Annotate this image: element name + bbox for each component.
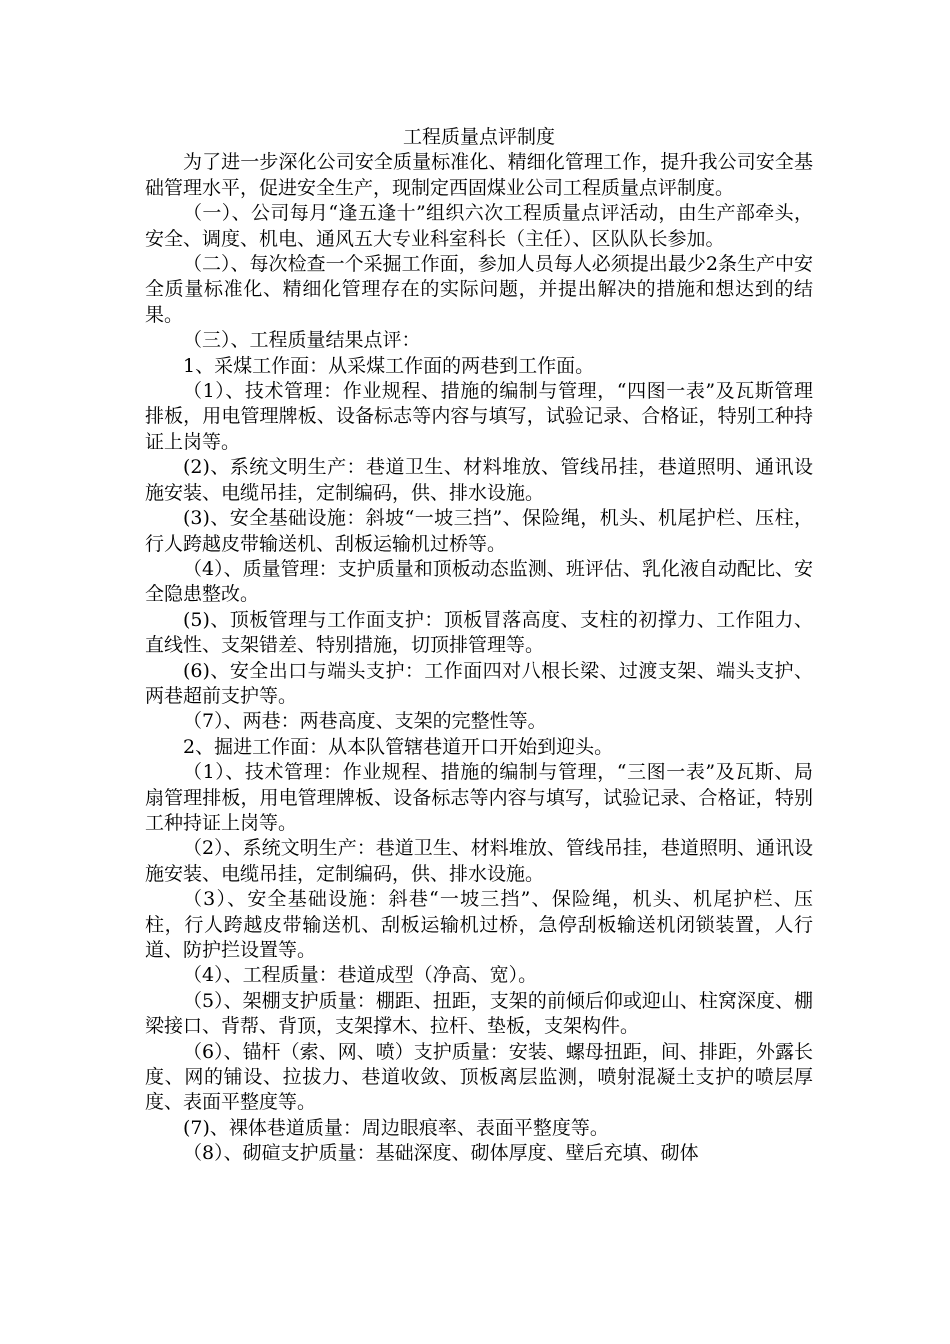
paragraph-section-2: （二）、每次检查一个采掘工作面，参加人员每人必须提出最少2条生产中安全质量标准化、精细化管理存在的实际问题，并提出解决的措施和想达到的结果。 — [145, 253, 813, 326]
paragraph-section-1: （一）、公司每月“逢五逢十”组织六次工程质量点评活动，由生产部牵头，安全、调度、机电、通风五大专业科室科长（主任）、区队队长参加。 — [145, 202, 813, 250]
paragraph-mining-item-5: (5)、顶板管理与工作面支护：顶板冒落高度、支柱的初撑力、工作阻力、直线性、支架错差、特别措施，切顶排管理等。 — [145, 608, 813, 657]
paragraph-intro: 为了进一步深化公司安全质量标准化、精细化管理工作，提升我公司安全基础管理水平，促进安全生产，现制定西固煤业公司工程质量点评制度。 — [145, 151, 813, 199]
paragraph-mining-item-4: （4）、质量管理：支护质量和顶板动态监测、班评估、乳化液自动配比、安全隐患整改。 — [145, 557, 813, 606]
paragraph-tunneling-item-7: (7)、裸体巷道质量：周边眼痕率、表面平整度等。 — [183, 1116, 609, 1139]
paragraph-section-3: （三）、工程质量结果点评： — [183, 329, 421, 352]
paragraph-mining-item-2: (2)、系统文明生产：巷道卫生、材料堆放、管线吊挂，巷道照明、通讯设施安装、电缆吊挂，定制编码，供、排水设施。 — [145, 456, 813, 504]
paragraph-tunneling-item-6: （6）、锚杆（索、网、喷）支护质量：安装、螺母扭距，间、排距，外露长度、网的铺设、拉拔力、巷道收敛、顶板离层监测，喷射混凝土支护的喷层厚度、表面平整度等。 — [145, 1040, 813, 1114]
paragraph-mining-item-6: (6)、安全出口与端头支护：工作面四对八根长梁、过渡支架、端头支护、两巷超前支护等。 — [145, 659, 813, 707]
paragraph-mining-item-3: (3)、安全基础设施：斜坡“一坡三挡”、保险绳，机头、机尾护栏、压柱，行人跨越皮带输送机、刮板运输机过桥等。 — [145, 507, 813, 555]
paragraph-tunneling-item-2: （2）、系统文明生产：巷道卫生、材料堆放、管线吊挂，巷道照明、通讯设施安装、电缆吊挂，定制编码，供、排水设施。 — [145, 837, 813, 885]
paragraph-tunneling-item-4: （4）、工程质量：巷道成型（净高、宽）。 — [183, 964, 538, 987]
paragraph-mining-item-7: （7）、两巷：两巷高度、支架的完整性等。 — [183, 710, 547, 733]
paragraph-mining-item-1: （1）、技术管理：作业规程、措施的编制与管理，“四图一表”及瓦斯管理排板，用电管理牌板、设备标志等内容与填写，试验记录、合格证，特别工种持证上岗等。 — [145, 380, 813, 453]
paragraph-mining-face: 1、采煤工作面：从采煤工作面的两巷到工作面。 — [183, 354, 595, 377]
document-page — [145, 125, 813, 1167]
paragraph-tunneling-face: 2、掘进工作面：从本队管辖巷道开口开始到迎头。 — [183, 735, 614, 758]
paragraph-tunneling-item-5: （5）、架棚支护质量：棚距、扭距，支架的前倾后仰或迎山、柱窝深度、棚梁接口、背帮、背顶，支架撑木、拉杆、垫板，支架构件。 — [145, 989, 813, 1038]
paragraph-tunneling-item-8: （8）、砌碹支护质量：基础深度、砌体厚度、壁后充填、砌体 — [183, 1142, 699, 1165]
paragraph-tunneling-item-1: （1）、技术管理：作业规程、措施的编制与管理，“三图一表”及瓦斯、局扇管理排板，用电管理牌板、设备标志等内容与填写，试验记录、合格证，特别工种持证上岗等。 — [145, 761, 813, 834]
document-title: 工程质量点评制度 — [402, 126, 555, 148]
paragraph-tunneling-item-3: （3）、安全基础设施：斜巷“一坡三挡”、保险绳，机头、机尾护栏、压柱，行人跨越皮带输送机、刮板运输机过桥，急停刮板输送机闭锁装置，人行道、防护拦设置等。 — [145, 888, 813, 961]
